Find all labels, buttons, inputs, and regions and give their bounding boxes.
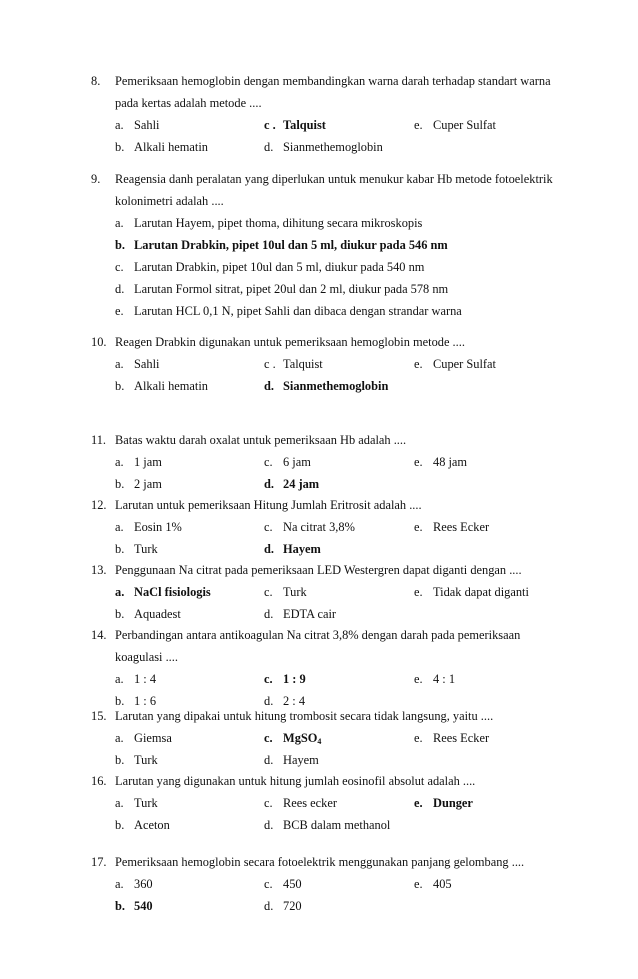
- option-text: 2 jam: [134, 477, 162, 491]
- option-text: Larutan Hayem, pipet thoma, dihitung secara mikroskopis: [134, 216, 423, 230]
- question-stem-line: [91, 851, 571, 873]
- answer-option: [91, 300, 571, 322]
- option-letter: a.: [115, 672, 124, 686]
- option-letter: b.: [115, 753, 125, 767]
- answer-option: [414, 516, 489, 538]
- option-text: 720: [283, 899, 302, 913]
- option-text: Talquist: [283, 118, 326, 132]
- options-row: [91, 581, 571, 603]
- option-text: Cuper Sulfat: [433, 357, 496, 371]
- options-row: [91, 451, 571, 473]
- option-letter: d.: [264, 542, 274, 556]
- question-14: [91, 624, 571, 712]
- option-letter: d.: [115, 282, 125, 296]
- option-text: Hayem: [283, 542, 321, 556]
- option-text: MgSO: [283, 731, 318, 745]
- option-letter: c.: [264, 731, 273, 745]
- option-letter: e.: [414, 731, 423, 745]
- option-letter: c.: [115, 260, 124, 274]
- question-12: [91, 494, 571, 560]
- question-number: 17.: [91, 855, 107, 869]
- option-letter: d.: [264, 694, 274, 708]
- option-text: Sianmethemoglobin: [283, 140, 383, 154]
- question-13: [91, 559, 571, 625]
- question-number: 12.: [91, 498, 107, 512]
- answer-option: [91, 278, 571, 300]
- option-letter: e.: [414, 796, 423, 810]
- answer-option: [115, 375, 208, 397]
- question-text: Pemeriksaan hemoglobin dengan membandingkan warna darah terhadap standart warna: [115, 74, 551, 88]
- option-text: 1 : 4: [134, 672, 157, 686]
- question-8: [91, 70, 571, 158]
- answer-option: [264, 749, 319, 771]
- answer-option: [264, 814, 390, 836]
- question-stem-line: [91, 168, 571, 190]
- option-letter: a.: [115, 118, 124, 132]
- option-text: 1 jam: [134, 455, 162, 469]
- option-text: 6 jam: [283, 455, 311, 469]
- option-text: 4 : 1: [433, 672, 456, 686]
- question-stem-line: [91, 70, 571, 92]
- question-stem-line: [91, 646, 571, 668]
- answer-option: [264, 516, 355, 538]
- question-text: kolonimetri adalah ....: [115, 194, 224, 208]
- option-text: 2 : 4: [283, 694, 306, 708]
- option-letter: a.: [115, 731, 124, 745]
- question-text: Batas waktu darah oxalat untuk pemeriksaan Hb adalah ....: [115, 433, 407, 447]
- answer-option-correct: [264, 375, 388, 397]
- option-letter: e.: [414, 118, 423, 132]
- option-subscript: 4: [317, 737, 322, 746]
- option-letter: b.: [115, 694, 125, 708]
- question-text: Pemeriksaan hemoglobin secara fotoelektrik menggunakan panjang gelombang ....: [115, 855, 525, 869]
- option-letter: b.: [115, 899, 125, 913]
- options-row: [91, 668, 571, 690]
- answer-option: [91, 212, 571, 234]
- option-letter: e.: [414, 455, 423, 469]
- option-text: Aceton: [134, 818, 170, 832]
- option-text: 405: [433, 877, 452, 891]
- question-text: Larutan yang dipakai untuk hitung trombosit secara tidak langsung, yaitu ....: [115, 709, 494, 723]
- question-text: Larutan yang digunakan untuk hitung jumlah eosinofil absolut adalah ....: [115, 774, 476, 788]
- question-text: koagulasi ....: [115, 650, 178, 664]
- option-text: 1 : 9: [283, 672, 306, 686]
- question-stem-line: [91, 770, 571, 792]
- option-letter: c.: [264, 796, 273, 810]
- options-row: [91, 353, 571, 375]
- question-stem-line: [91, 559, 571, 581]
- answer-option: [264, 873, 302, 895]
- option-letter: b.: [115, 607, 125, 621]
- answer-option: [115, 114, 159, 136]
- answer-option: [414, 727, 489, 749]
- question-text: Reagensia danh peralatan yang diperlukan untuk menukur kabar Hb metode fotoelektrik: [115, 172, 553, 186]
- answer-option: [264, 136, 383, 158]
- answer-option-correct: [264, 538, 321, 560]
- answer-option: [115, 668, 156, 690]
- answer-option: [91, 256, 571, 278]
- option-letter: e.: [414, 357, 423, 371]
- options-row: [91, 114, 571, 136]
- answer-option: [115, 873, 153, 895]
- option-text: Larutan Drabkin, pipet 10ul dan 5 ml, diukur pada 546 nm: [134, 238, 448, 252]
- answer-option-correct: [91, 234, 571, 256]
- options-row: [91, 895, 571, 917]
- option-letter: e.: [414, 520, 423, 534]
- option-text: Sianmethemoglobin: [283, 379, 389, 393]
- options-row: [91, 792, 571, 814]
- option-letter: b.: [115, 818, 125, 832]
- option-letter: e.: [414, 877, 423, 891]
- options-row: [91, 749, 571, 771]
- option-letter: c.: [264, 585, 273, 599]
- options-row: [91, 814, 571, 836]
- option-text: Cuper Sulfat: [433, 118, 496, 132]
- option-text: Larutan Formol sitrat, pipet 20ul dan 2 ml, diukur pada 578 nm: [134, 282, 449, 296]
- option-letter: d.: [264, 477, 274, 491]
- question-number: 8.: [91, 74, 101, 88]
- option-letter: d.: [264, 607, 274, 621]
- option-text: Sahli: [134, 118, 160, 132]
- question-stem-line: [91, 494, 571, 516]
- option-letter: d.: [264, 818, 274, 832]
- option-letter: e.: [414, 672, 423, 686]
- option-text: 1 : 6: [134, 694, 157, 708]
- question-16: [91, 770, 571, 836]
- answer-option: [264, 792, 337, 814]
- answer-option: [264, 581, 307, 603]
- question-number: 11.: [91, 433, 107, 447]
- answer-option: [264, 895, 302, 917]
- option-letter: a.: [115, 877, 124, 891]
- answer-option: [115, 538, 158, 560]
- option-letter: c .: [264, 118, 276, 132]
- question-text: Larutan untuk pemeriksaan Hitung Jumlah Eritrosit adalah ....: [115, 498, 422, 512]
- answer-option: [115, 603, 181, 625]
- question-number: 10.: [91, 335, 107, 349]
- option-text: 24 jam: [283, 477, 320, 491]
- option-text: 540: [134, 899, 153, 913]
- question-text: Perbandingan antara antikoagulan Na citrat 3,8% dengan darah pada pemeriksaan: [115, 628, 521, 642]
- option-text: Na citrat 3,8%: [283, 520, 355, 534]
- answer-option: [115, 814, 170, 836]
- option-text: Rees Ecker: [433, 520, 490, 534]
- options-row: [91, 873, 571, 895]
- option-letter: a.: [115, 455, 124, 469]
- option-text: EDTA cair: [283, 607, 337, 621]
- option-text: Talquist: [283, 357, 323, 371]
- option-text: BCB dalam methanol: [283, 818, 391, 832]
- options-row: [91, 538, 571, 560]
- option-letter: d.: [264, 753, 274, 767]
- option-text: Turk: [134, 753, 158, 767]
- answer-option: [115, 749, 158, 771]
- option-letter: b.: [115, 238, 125, 252]
- answer-option-correct: [414, 792, 473, 814]
- answer-option: [414, 873, 452, 895]
- option-letter: b.: [115, 477, 125, 491]
- option-text: Rees Ecker: [433, 731, 490, 745]
- options-row: [91, 603, 571, 625]
- answer-option-correct: [264, 114, 326, 136]
- answer-option: [264, 603, 336, 625]
- option-text: Giemsa: [134, 731, 172, 745]
- question-stem-line: [91, 331, 571, 353]
- question-stem-line: [91, 705, 571, 727]
- answer-option: [264, 451, 311, 473]
- option-text: Sahli: [134, 357, 160, 371]
- option-letter: c .: [264, 357, 276, 371]
- option-text: Larutan HCL 0,1 N, pipet Sahli dan dibaca dengan strandar warna: [134, 304, 462, 318]
- question-stem-line: [91, 92, 571, 114]
- option-letter: d.: [264, 899, 274, 913]
- option-letter: b.: [115, 140, 125, 154]
- option-letter: a.: [115, 520, 124, 534]
- option-text: NaCl fisiologis: [134, 585, 211, 599]
- answer-option: [115, 727, 172, 749]
- option-letter: b.: [115, 542, 125, 556]
- answer-option: [115, 451, 162, 473]
- option-letter: c.: [264, 877, 273, 891]
- option-letter: a.: [115, 796, 124, 810]
- option-text: Eosin 1%: [134, 520, 182, 534]
- answer-option: [115, 516, 182, 538]
- question-number: 14.: [91, 628, 107, 642]
- question-number: 9.: [91, 172, 101, 186]
- option-letter: c.: [264, 455, 273, 469]
- option-letter: e.: [414, 585, 423, 599]
- question-9: [91, 168, 571, 322]
- option-text: Larutan Drabkin, pipet 10ul dan 5 ml, diukur pada 540 nm: [134, 260, 425, 274]
- answer-option-correct: [264, 727, 321, 749]
- option-letter: c.: [264, 672, 273, 686]
- option-letter: d.: [264, 140, 274, 154]
- options-row: [91, 136, 571, 158]
- answer-option: [414, 114, 496, 136]
- option-letter: a.: [115, 585, 125, 599]
- answer-option: [115, 353, 159, 375]
- option-text: Turk: [134, 796, 158, 810]
- options-row: [91, 473, 571, 495]
- answer-option: [264, 353, 323, 375]
- option-text: 450: [283, 877, 302, 891]
- answer-option: [115, 136, 208, 158]
- question-text: Reagen Drabkin digunakan untuk pemeriksaan hemoglobin metode ....: [115, 335, 465, 349]
- option-letter: e.: [115, 304, 124, 318]
- answer-option: [115, 792, 158, 814]
- option-letter: c.: [264, 520, 273, 534]
- question-number: 15.: [91, 709, 107, 723]
- options-row: [91, 375, 571, 397]
- option-text: Aquadest: [134, 607, 181, 621]
- question-text: pada kertas adalah metode ....: [115, 96, 262, 110]
- option-letter: b.: [115, 379, 125, 393]
- answer-option-correct: [264, 473, 319, 495]
- answer-option: [414, 668, 455, 690]
- option-text: 360: [134, 877, 153, 891]
- option-text: Hayem: [283, 753, 319, 767]
- option-letter: a.: [115, 357, 124, 371]
- answer-option-correct: [264, 668, 306, 690]
- option-text: Tidak dapat diganti: [433, 585, 529, 599]
- question-17: [91, 851, 571, 917]
- answer-option: [414, 353, 496, 375]
- answer-option: [414, 581, 529, 603]
- option-text: Alkali hematin: [134, 140, 208, 154]
- option-text: Rees ecker: [283, 796, 338, 810]
- question-stem-line: [91, 429, 571, 451]
- question-text: Penggunaan Na citrat pada pemeriksaan LED Westergren dapat diganti dengan ....: [115, 563, 522, 577]
- option-letter: d.: [264, 379, 274, 393]
- option-letter: a.: [115, 216, 124, 230]
- question-number: 16.: [91, 774, 107, 788]
- options-row: [91, 727, 571, 749]
- options-row: [91, 516, 571, 538]
- question-stem-line: [91, 624, 571, 646]
- option-text: Turk: [134, 542, 158, 556]
- answer-option: [115, 473, 162, 495]
- option-text: Dunger: [433, 796, 473, 810]
- option-text: Turk: [283, 585, 307, 599]
- question-15: [91, 705, 571, 771]
- question-10: [91, 331, 571, 397]
- answer-option-correct: [115, 581, 211, 603]
- answer-option-correct: [115, 895, 153, 917]
- question-stem-line: [91, 190, 571, 212]
- question-number: 13.: [91, 563, 107, 577]
- answer-option: [414, 451, 467, 473]
- option-text: 48 jam: [433, 455, 468, 469]
- option-text: Alkali hematin: [134, 379, 208, 393]
- question-11: [91, 429, 571, 495]
